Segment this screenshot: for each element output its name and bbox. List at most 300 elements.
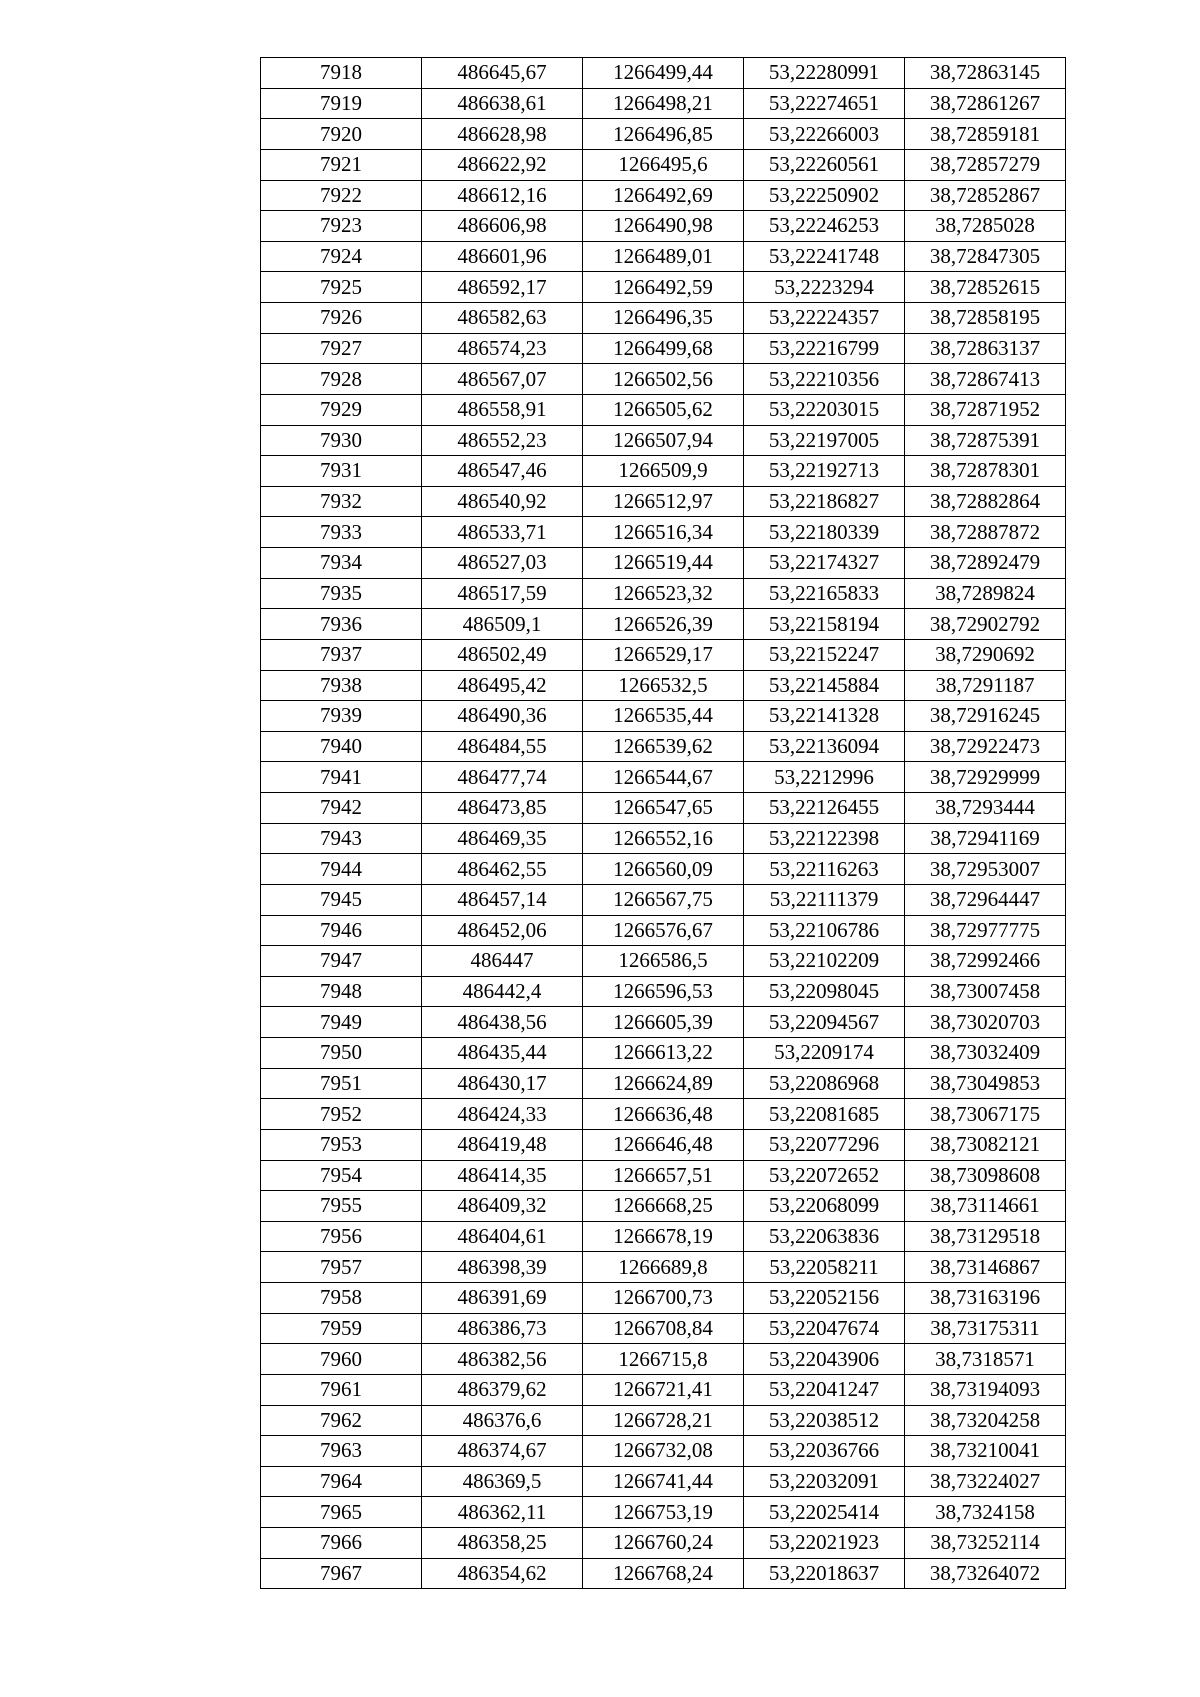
x-coordinate-cell: 486452,06 <box>422 915 583 946</box>
table-row <box>261 1283 1066 1314</box>
x-coordinate-cell: 486547,46 <box>422 456 583 487</box>
longitude-cell: 38,72887872 <box>905 517 1066 548</box>
point-number-cell: 7933 <box>261 517 422 548</box>
point-number-cell: 7961 <box>261 1374 422 1405</box>
point-number-cell: 7946 <box>261 915 422 946</box>
longitude-cell: 38,73224027 <box>905 1466 1066 1497</box>
point-number-cell: 7953 <box>261 1129 422 1160</box>
point-number-cell: 7959 <box>261 1313 422 1344</box>
y-coordinate-cell: 1266721,41 <box>583 1374 744 1405</box>
x-coordinate-cell: 486354,62 <box>422 1558 583 1589</box>
longitude-cell: 38,7290692 <box>905 639 1066 670</box>
table-row <box>261 1129 1066 1160</box>
latitude-cell: 53,22068099 <box>744 1191 905 1222</box>
point-number-cell: 7920 <box>261 119 422 150</box>
x-coordinate-cell: 486567,07 <box>422 364 583 395</box>
x-coordinate-cell: 486442,4 <box>422 976 583 1007</box>
y-coordinate-cell: 1266499,68 <box>583 333 744 364</box>
latitude-cell: 53,22241748 <box>744 241 905 272</box>
latitude-cell: 53,22122398 <box>744 823 905 854</box>
longitude-cell: 38,72871952 <box>905 394 1066 425</box>
y-coordinate-cell: 1266552,16 <box>583 823 744 854</box>
latitude-cell: 53,22025414 <box>744 1497 905 1528</box>
longitude-cell: 38,73007458 <box>905 976 1066 1007</box>
table-row <box>261 1068 1066 1099</box>
x-coordinate-cell: 486435,44 <box>422 1038 583 1069</box>
longitude-cell: 38,7318571 <box>905 1344 1066 1375</box>
longitude-cell: 38,72858195 <box>905 303 1066 334</box>
point-number-cell: 7950 <box>261 1038 422 1069</box>
latitude-cell: 53,22141328 <box>744 701 905 732</box>
longitude-cell: 38,72953007 <box>905 854 1066 885</box>
y-coordinate-cell: 1266613,22 <box>583 1038 744 1069</box>
table-row <box>261 762 1066 793</box>
longitude-cell: 38,72859181 <box>905 119 1066 150</box>
longitude-cell: 38,72916245 <box>905 701 1066 732</box>
point-number-cell: 7929 <box>261 394 422 425</box>
point-number-cell: 7922 <box>261 180 422 211</box>
x-coordinate-cell: 486484,55 <box>422 731 583 762</box>
table-row <box>261 1160 1066 1191</box>
x-coordinate-cell: 486424,33 <box>422 1099 583 1130</box>
point-number-cell: 7924 <box>261 241 422 272</box>
longitude-cell: 38,73264072 <box>905 1558 1066 1589</box>
latitude-cell: 53,22098045 <box>744 976 905 1007</box>
table-row <box>261 149 1066 180</box>
point-number-cell: 7941 <box>261 762 422 793</box>
latitude-cell: 53,22032091 <box>744 1466 905 1497</box>
table-row <box>261 1528 1066 1559</box>
longitude-cell: 38,72863137 <box>905 333 1066 364</box>
x-coordinate-cell: 486391,69 <box>422 1283 583 1314</box>
y-coordinate-cell: 1266567,75 <box>583 884 744 915</box>
point-number-cell: 7954 <box>261 1160 422 1191</box>
x-coordinate-cell: 486592,17 <box>422 272 583 303</box>
y-coordinate-cell: 1266495,6 <box>583 149 744 180</box>
latitude-cell: 53,22210356 <box>744 364 905 395</box>
y-coordinate-cell: 1266490,98 <box>583 211 744 242</box>
table-row <box>261 486 1066 517</box>
longitude-cell: 38,73020703 <box>905 1007 1066 1038</box>
point-number-cell: 7966 <box>261 1528 422 1559</box>
y-coordinate-cell: 1266576,67 <box>583 915 744 946</box>
x-coordinate-cell: 486495,42 <box>422 670 583 701</box>
point-number-cell: 7921 <box>261 149 422 180</box>
x-coordinate-cell: 486438,56 <box>422 1007 583 1038</box>
table-row <box>261 578 1066 609</box>
point-number-cell: 7957 <box>261 1252 422 1283</box>
point-number-cell: 7948 <box>261 976 422 1007</box>
x-coordinate-cell: 486369,5 <box>422 1466 583 1497</box>
point-number-cell: 7936 <box>261 609 422 640</box>
longitude-cell: 38,73129518 <box>905 1221 1066 1252</box>
table-row <box>261 946 1066 977</box>
table-row <box>261 333 1066 364</box>
table-row <box>261 1252 1066 1283</box>
x-coordinate-cell: 486606,98 <box>422 211 583 242</box>
point-number-cell: 7918 <box>261 58 422 89</box>
table-row <box>261 1405 1066 1436</box>
latitude-cell: 53,22077296 <box>744 1129 905 1160</box>
latitude-cell: 53,22250902 <box>744 180 905 211</box>
y-coordinate-cell: 1266535,44 <box>583 701 744 732</box>
table-row <box>261 670 1066 701</box>
y-coordinate-cell: 1266708,84 <box>583 1313 744 1344</box>
latitude-cell: 53,2212996 <box>744 762 905 793</box>
table-row <box>261 211 1066 242</box>
point-number-cell: 7949 <box>261 1007 422 1038</box>
point-number-cell: 7931 <box>261 456 422 487</box>
table-row <box>261 1466 1066 1497</box>
longitude-cell: 38,73163196 <box>905 1283 1066 1314</box>
latitude-cell: 53,22136094 <box>744 731 905 762</box>
longitude-cell: 38,7293444 <box>905 793 1066 824</box>
latitude-cell: 53,22174327 <box>744 548 905 579</box>
point-number-cell: 7932 <box>261 486 422 517</box>
longitude-cell: 38,72861267 <box>905 88 1066 119</box>
latitude-cell: 53,22018637 <box>744 1558 905 1589</box>
point-number-cell: 7943 <box>261 823 422 854</box>
table-row <box>261 823 1066 854</box>
table-row <box>261 1497 1066 1528</box>
point-number-cell: 7962 <box>261 1405 422 1436</box>
latitude-cell: 53,2209174 <box>744 1038 905 1069</box>
y-coordinate-cell: 1266512,97 <box>583 486 744 517</box>
x-coordinate-cell: 486477,74 <box>422 762 583 793</box>
latitude-cell: 53,22072652 <box>744 1160 905 1191</box>
longitude-cell: 38,72875391 <box>905 425 1066 456</box>
x-coordinate-cell: 486404,61 <box>422 1221 583 1252</box>
point-number-cell: 7947 <box>261 946 422 977</box>
table-row <box>261 88 1066 119</box>
table-row <box>261 609 1066 640</box>
latitude-cell: 53,22116263 <box>744 854 905 885</box>
y-coordinate-cell: 1266657,51 <box>583 1160 744 1191</box>
y-coordinate-cell: 1266519,44 <box>583 548 744 579</box>
latitude-cell: 53,22063836 <box>744 1221 905 1252</box>
longitude-cell: 38,73067175 <box>905 1099 1066 1130</box>
table-row <box>261 1558 1066 1589</box>
point-number-cell: 7926 <box>261 303 422 334</box>
point-number-cell: 7955 <box>261 1191 422 1222</box>
x-coordinate-cell: 486462,55 <box>422 854 583 885</box>
latitude-cell: 53,22152247 <box>744 639 905 670</box>
y-coordinate-cell: 1266689,8 <box>583 1252 744 1283</box>
longitude-cell: 38,73252114 <box>905 1528 1066 1559</box>
point-number-cell: 7952 <box>261 1099 422 1130</box>
longitude-cell: 38,72863145 <box>905 58 1066 89</box>
point-number-cell: 7967 <box>261 1558 422 1589</box>
x-coordinate-cell: 486376,6 <box>422 1405 583 1436</box>
point-number-cell: 7956 <box>261 1221 422 1252</box>
y-coordinate-cell: 1266505,62 <box>583 394 744 425</box>
table-row <box>261 1344 1066 1375</box>
table-row <box>261 1436 1066 1467</box>
longitude-cell: 38,73204258 <box>905 1405 1066 1436</box>
longitude-cell: 38,72852867 <box>905 180 1066 211</box>
x-coordinate-cell: 486622,92 <box>422 149 583 180</box>
x-coordinate-cell: 486502,49 <box>422 639 583 670</box>
y-coordinate-cell: 1266560,09 <box>583 854 744 885</box>
table-row <box>261 364 1066 395</box>
longitude-cell: 38,72892479 <box>905 548 1066 579</box>
x-coordinate-cell: 486419,48 <box>422 1129 583 1160</box>
point-number-cell: 7938 <box>261 670 422 701</box>
latitude-cell: 53,22021923 <box>744 1528 905 1559</box>
table-row <box>261 884 1066 915</box>
latitude-cell: 53,22106786 <box>744 915 905 946</box>
table-row <box>261 1374 1066 1405</box>
latitude-cell: 53,22280991 <box>744 58 905 89</box>
table-row <box>261 241 1066 272</box>
longitude-cell: 38,73032409 <box>905 1038 1066 1069</box>
latitude-cell: 53,22047674 <box>744 1313 905 1344</box>
y-coordinate-cell: 1266507,94 <box>583 425 744 456</box>
y-coordinate-cell: 1266700,73 <box>583 1283 744 1314</box>
coordinates-table-body <box>261 58 1066 1589</box>
latitude-cell: 53,22165833 <box>744 578 905 609</box>
table-row <box>261 639 1066 670</box>
x-coordinate-cell: 486574,23 <box>422 333 583 364</box>
latitude-cell: 53,22081685 <box>744 1099 905 1130</box>
x-coordinate-cell: 486638,61 <box>422 88 583 119</box>
longitude-cell: 38,73194093 <box>905 1374 1066 1405</box>
latitude-cell: 53,22224357 <box>744 303 905 334</box>
latitude-cell: 53,22274651 <box>744 88 905 119</box>
longitude-cell: 38,72941169 <box>905 823 1066 854</box>
latitude-cell: 53,22038512 <box>744 1405 905 1436</box>
latitude-cell: 53,22086968 <box>744 1068 905 1099</box>
longitude-cell: 38,7289824 <box>905 578 1066 609</box>
longitude-cell: 38,72857279 <box>905 149 1066 180</box>
table-row <box>261 1099 1066 1130</box>
x-coordinate-cell: 486582,63 <box>422 303 583 334</box>
longitude-cell: 38,73175311 <box>905 1313 1066 1344</box>
latitude-cell: 53,22216799 <box>744 333 905 364</box>
point-number-cell: 7942 <box>261 793 422 824</box>
latitude-cell: 53,22126455 <box>744 793 905 824</box>
point-number-cell: 7925 <box>261 272 422 303</box>
y-coordinate-cell: 1266516,34 <box>583 517 744 548</box>
latitude-cell: 53,22192713 <box>744 456 905 487</box>
y-coordinate-cell: 1266636,48 <box>583 1099 744 1130</box>
x-coordinate-cell: 486533,71 <box>422 517 583 548</box>
table-row <box>261 303 1066 334</box>
latitude-cell: 53,22058211 <box>744 1252 905 1283</box>
y-coordinate-cell: 1266509,9 <box>583 456 744 487</box>
y-coordinate-cell: 1266544,67 <box>583 762 744 793</box>
table-row <box>261 1007 1066 1038</box>
table-row <box>261 119 1066 150</box>
coordinates-table <box>260 57 1066 1589</box>
longitude-cell: 38,72902792 <box>905 609 1066 640</box>
latitude-cell: 53,22266003 <box>744 119 905 150</box>
table-row <box>261 854 1066 885</box>
table-row <box>261 701 1066 732</box>
longitude-cell: 38,73082121 <box>905 1129 1066 1160</box>
longitude-cell: 38,7291187 <box>905 670 1066 701</box>
table-row <box>261 456 1066 487</box>
y-coordinate-cell: 1266624,89 <box>583 1068 744 1099</box>
longitude-cell: 38,73210041 <box>905 1436 1066 1467</box>
y-coordinate-cell: 1266523,32 <box>583 578 744 609</box>
longitude-cell: 38,73146867 <box>905 1252 1066 1283</box>
table-row <box>261 517 1066 548</box>
x-coordinate-cell: 486645,67 <box>422 58 583 89</box>
table-row <box>261 58 1066 89</box>
y-coordinate-cell: 1266605,39 <box>583 1007 744 1038</box>
table-row <box>261 425 1066 456</box>
latitude-cell: 53,22043906 <box>744 1344 905 1375</box>
x-coordinate-cell: 486601,96 <box>422 241 583 272</box>
x-coordinate-cell: 486398,39 <box>422 1252 583 1283</box>
latitude-cell: 53,22102209 <box>744 946 905 977</box>
x-coordinate-cell: 486552,23 <box>422 425 583 456</box>
latitude-cell: 53,22197005 <box>744 425 905 456</box>
latitude-cell: 53,22203015 <box>744 394 905 425</box>
x-coordinate-cell: 486490,36 <box>422 701 583 732</box>
y-coordinate-cell: 1266529,17 <box>583 639 744 670</box>
y-coordinate-cell: 1266741,44 <box>583 1466 744 1497</box>
table-row <box>261 1038 1066 1069</box>
y-coordinate-cell: 1266728,21 <box>583 1405 744 1436</box>
y-coordinate-cell: 1266492,69 <box>583 180 744 211</box>
point-number-cell: 7939 <box>261 701 422 732</box>
latitude-cell: 53,22036766 <box>744 1436 905 1467</box>
longitude-cell: 38,73098608 <box>905 1160 1066 1191</box>
x-coordinate-cell: 486430,17 <box>422 1068 583 1099</box>
point-number-cell: 7928 <box>261 364 422 395</box>
y-coordinate-cell: 1266499,44 <box>583 58 744 89</box>
x-coordinate-cell: 486457,14 <box>422 884 583 915</box>
x-coordinate-cell: 486409,32 <box>422 1191 583 1222</box>
table-row <box>261 548 1066 579</box>
y-coordinate-cell: 1266547,65 <box>583 793 744 824</box>
longitude-cell: 38,72852615 <box>905 272 1066 303</box>
latitude-cell: 53,22145884 <box>744 670 905 701</box>
x-coordinate-cell: 486540,92 <box>422 486 583 517</box>
table-row <box>261 731 1066 762</box>
longitude-cell: 38,72964447 <box>905 884 1066 915</box>
y-coordinate-cell: 1266539,62 <box>583 731 744 762</box>
y-coordinate-cell: 1266768,24 <box>583 1558 744 1589</box>
latitude-cell: 53,22246253 <box>744 211 905 242</box>
point-number-cell: 7927 <box>261 333 422 364</box>
y-coordinate-cell: 1266526,39 <box>583 609 744 640</box>
y-coordinate-cell: 1266646,48 <box>583 1129 744 1160</box>
point-number-cell: 7965 <box>261 1497 422 1528</box>
y-coordinate-cell: 1266715,8 <box>583 1344 744 1375</box>
y-coordinate-cell: 1266596,53 <box>583 976 744 1007</box>
point-number-cell: 7963 <box>261 1436 422 1467</box>
y-coordinate-cell: 1266492,59 <box>583 272 744 303</box>
x-coordinate-cell: 486469,35 <box>422 823 583 854</box>
y-coordinate-cell: 1266668,25 <box>583 1191 744 1222</box>
y-coordinate-cell: 1266496,85 <box>583 119 744 150</box>
longitude-cell: 38,72922473 <box>905 731 1066 762</box>
point-number-cell: 7940 <box>261 731 422 762</box>
x-coordinate-cell: 486386,73 <box>422 1313 583 1344</box>
y-coordinate-cell: 1266498,21 <box>583 88 744 119</box>
latitude-cell: 53,22158194 <box>744 609 905 640</box>
table-row <box>261 272 1066 303</box>
point-number-cell: 7960 <box>261 1344 422 1375</box>
longitude-cell: 38,72867413 <box>905 364 1066 395</box>
table-row <box>261 1191 1066 1222</box>
point-number-cell: 7935 <box>261 578 422 609</box>
point-number-cell: 7945 <box>261 884 422 915</box>
latitude-cell: 53,2223294 <box>744 272 905 303</box>
point-number-cell: 7919 <box>261 88 422 119</box>
longitude-cell: 38,72992466 <box>905 946 1066 977</box>
x-coordinate-cell: 486447 <box>422 946 583 977</box>
y-coordinate-cell: 1266586,5 <box>583 946 744 977</box>
x-coordinate-cell: 486362,11 <box>422 1497 583 1528</box>
x-coordinate-cell: 486379,62 <box>422 1374 583 1405</box>
longitude-cell: 38,72878301 <box>905 456 1066 487</box>
latitude-cell: 53,22052156 <box>744 1283 905 1314</box>
point-number-cell: 7964 <box>261 1466 422 1497</box>
table-row <box>261 180 1066 211</box>
table-row <box>261 915 1066 946</box>
point-number-cell: 7934 <box>261 548 422 579</box>
x-coordinate-cell: 486414,35 <box>422 1160 583 1191</box>
longitude-cell: 38,73049853 <box>905 1068 1066 1099</box>
x-coordinate-cell: 486374,67 <box>422 1436 583 1467</box>
longitude-cell: 38,7324158 <box>905 1497 1066 1528</box>
y-coordinate-cell: 1266678,19 <box>583 1221 744 1252</box>
latitude-cell: 53,22260561 <box>744 149 905 180</box>
y-coordinate-cell: 1266532,5 <box>583 670 744 701</box>
longitude-cell: 38,72847305 <box>905 241 1066 272</box>
y-coordinate-cell: 1266753,19 <box>583 1497 744 1528</box>
longitude-cell: 38,73114661 <box>905 1191 1066 1222</box>
x-coordinate-cell: 486517,59 <box>422 578 583 609</box>
x-coordinate-cell: 486558,91 <box>422 394 583 425</box>
x-coordinate-cell: 486473,85 <box>422 793 583 824</box>
table-row <box>261 1221 1066 1252</box>
table-row <box>261 976 1066 1007</box>
point-number-cell: 7923 <box>261 211 422 242</box>
table-row <box>261 394 1066 425</box>
longitude-cell: 38,72929999 <box>905 762 1066 793</box>
x-coordinate-cell: 486628,98 <box>422 119 583 150</box>
y-coordinate-cell: 1266502,56 <box>583 364 744 395</box>
table-row <box>261 1313 1066 1344</box>
longitude-cell: 38,72882864 <box>905 486 1066 517</box>
longitude-cell: 38,7285028 <box>905 211 1066 242</box>
y-coordinate-cell: 1266496,35 <box>583 303 744 334</box>
point-number-cell: 7944 <box>261 854 422 885</box>
point-number-cell: 7958 <box>261 1283 422 1314</box>
y-coordinate-cell: 1266732,08 <box>583 1436 744 1467</box>
x-coordinate-cell: 486358,25 <box>422 1528 583 1559</box>
latitude-cell: 53,22094567 <box>744 1007 905 1038</box>
latitude-cell: 53,22186827 <box>744 486 905 517</box>
latitude-cell: 53,22111379 <box>744 884 905 915</box>
latitude-cell: 53,22041247 <box>744 1374 905 1405</box>
point-number-cell: 7951 <box>261 1068 422 1099</box>
y-coordinate-cell: 1266760,24 <box>583 1528 744 1559</box>
x-coordinate-cell: 486527,03 <box>422 548 583 579</box>
x-coordinate-cell: 486382,56 <box>422 1344 583 1375</box>
table-row <box>261 793 1066 824</box>
point-number-cell: 7937 <box>261 639 422 670</box>
point-number-cell: 7930 <box>261 425 422 456</box>
latitude-cell: 53,22180339 <box>744 517 905 548</box>
y-coordinate-cell: 1266489,01 <box>583 241 744 272</box>
x-coordinate-cell: 486509,1 <box>422 609 583 640</box>
